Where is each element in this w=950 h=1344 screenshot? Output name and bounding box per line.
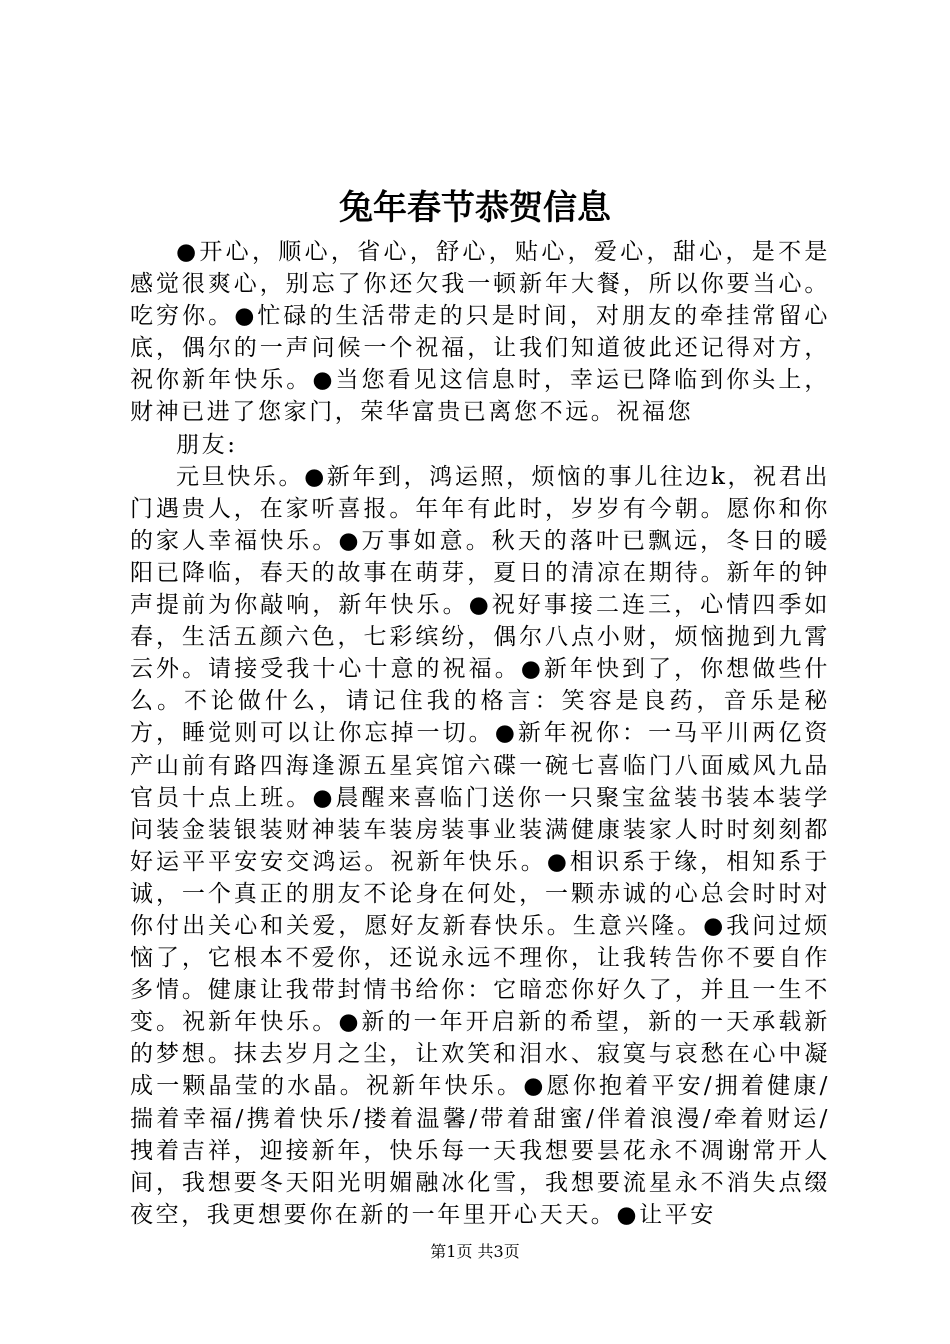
body-paragraph-2: 朋友: — [176, 431, 238, 458]
body-paragraph-3: 元旦快乐。●新年到，鸿运照，烦恼的事儿往边k，祝君出门遇贵人，在家听喜报。年年有此时，岁岁有今朝。愿你和你的家人幸福快乐。●万事如意。秋天的落叶已飘远，冬日的暖阳已降临，春天的故事在萌芽，夏日的清凉在期待。新年的钟声提前为你敲响，新年快乐。●祝好事接二连三，心情四季如春，生活五颜六色，七彩缤纷，偶尔八点小财，烦恼抛到九霄云外。请接受我十心十意的祝福。●新年快到了，你想做些什么。不论做什么，请记住我的格言：笑容是良药，音乐是秘方，睡觉则可以让你忘掉一切。●新年祝你：一马平川两亿资产山前有路四海逢源五星宾馆六碟一碗七喜临门八面威风九品官员十点上班。●晨醒来喜临门送你一只聚宝盆装书装本装学问装金装银装财神装车装房装事业装满健康装家人时时刻刻都好运平平安安交鸿运。祝新年快乐。●相识系于缘，相知系于诚，一个真正的朋友不论身在何处，一颗赤诚的心总会时时对你付出关心和关爱，愿好友新春快乐。生意兴隆。●我问过烦恼了，它根本不爱你，还说永远不理你，让我转告你不要自作多情。健康让我带封情书给你：它暗恋你好久了，并且一生不变。祝新年快乐。●新的一年开启新的希望，新的一天承载新的梦想。抹去岁月之尘，让欢笑和泪水、寂寞与哀愁在心中凝成一颗晶莹的水晶。祝新年快乐。●愿你抱着平安/拥着健康/揣着幸福/携着快乐/搂着温馨/带着甜蜜/伴着浪漫/牵着财运/拽着吉祥，迎接新年，快乐每一天我想要昙花永不凋谢常开人间，我想要冬天阳光明媚融冰化雪，我想要流星永不消失点缀夜空，我更想要你在新的一年里开心天天。●让平安 — [130, 463, 830, 1228]
document-title: 兔年春节恭贺信息 — [339, 188, 611, 228]
page-number-footer: 第1页 共3页 — [430, 1242, 520, 1261]
document-body — [130, 236, 830, 1231]
body-paragraph-1: ●开心，顺心，省心，舒心，贴心，爱心，甜心，是不是感觉很爽心，别忘了你还欠我一顿新年大餐，所以你要当心。吃穷你。●忙碌的生活带走的只是时间，对朋友的牵挂常留心底，偶尔的一声问候一个祝福，让我们知道彼此还记得对方，祝你新年快乐。●当您看见这信息时，幸运已降临到你头上，财神已进了您家门，荣华富贵已离您不远。祝福您 — [130, 239, 830, 426]
